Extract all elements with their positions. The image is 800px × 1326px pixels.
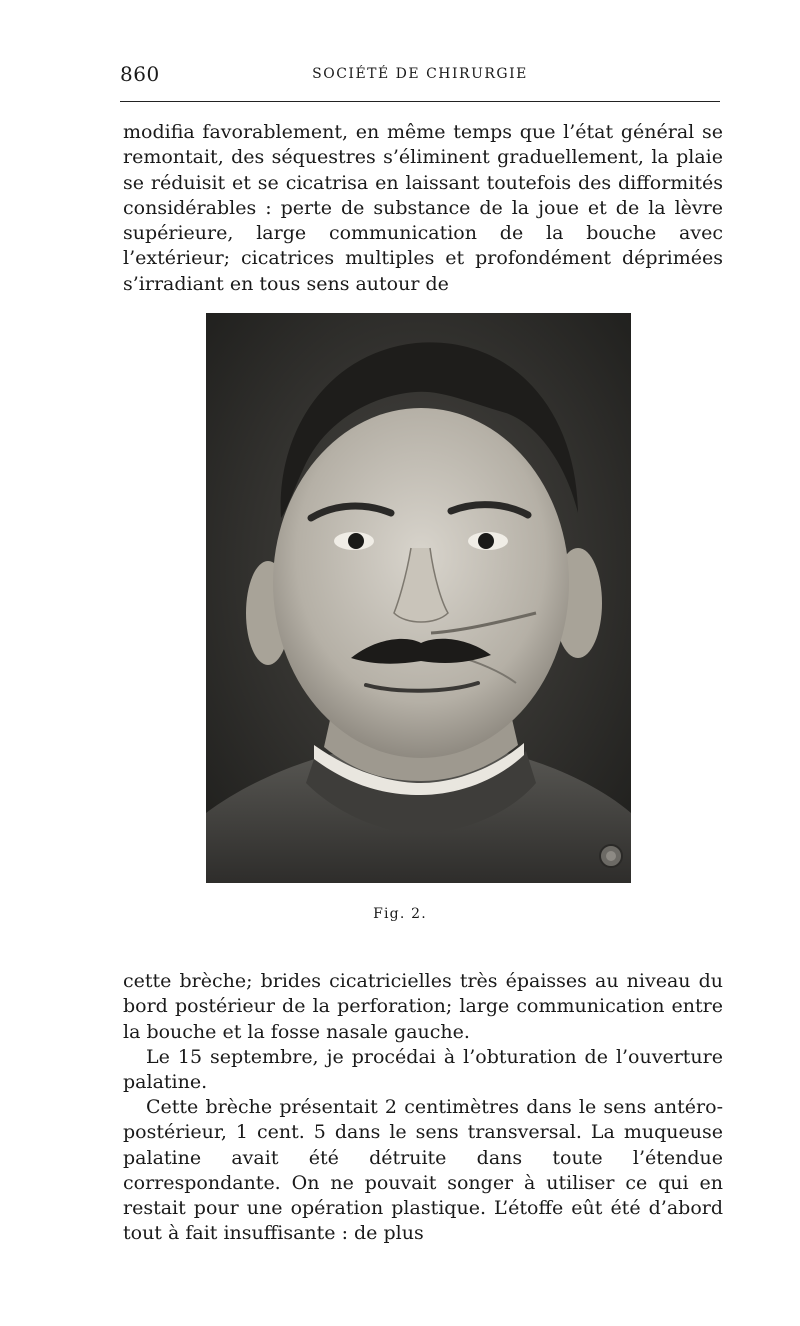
paragraph-3: Le 15 septembre, je procédai à l’obturation de l’ouverture palatine.	[123, 1046, 723, 1094]
paragraph-2: cette brèche; brides cicatricielles très épaisses au niveau du bord postérieur de la perforation; large communication entre la bouche et la fosse nasale gauche.	[123, 970, 723, 1043]
figure-caption: Fig. 2.	[373, 906, 427, 922]
page-header	[120, 62, 720, 92]
running-head: SOCIÉTÉ DE CHIRURGIE	[312, 66, 528, 82]
figure-photo	[206, 313, 631, 883]
paragraph-4: Cette brèche présentait 2 centimètres dans le sens antéro-postérieur, 1 cent. 5 dans le sens transversal. La muqueuse palatine avait été détruite dans toute l’étendue correspondante. On ne pouvait songer à utiliser ce qui en restait pour une opération plastique. L’étoffe eût été d’abord tout à fait insuffisante : de plus	[123, 1096, 723, 1245]
header-rule	[120, 101, 720, 102]
portrait-photo	[206, 313, 631, 883]
page-number: 860	[120, 62, 160, 86]
paragraph-1: modifia favorablement, en même temps que l’état général se remontait, des séquestres s’éliminent graduellement, la plaie se réduisit et se cicatrisa en laissant toutefois des difformités considérables : perte de substance de la joue et de la lèvre supérieure, large communication de la bouche avec l’extérieur; cicatrices multiples et profondément déprimées s’irradiant en tous sens autour de	[123, 121, 723, 295]
